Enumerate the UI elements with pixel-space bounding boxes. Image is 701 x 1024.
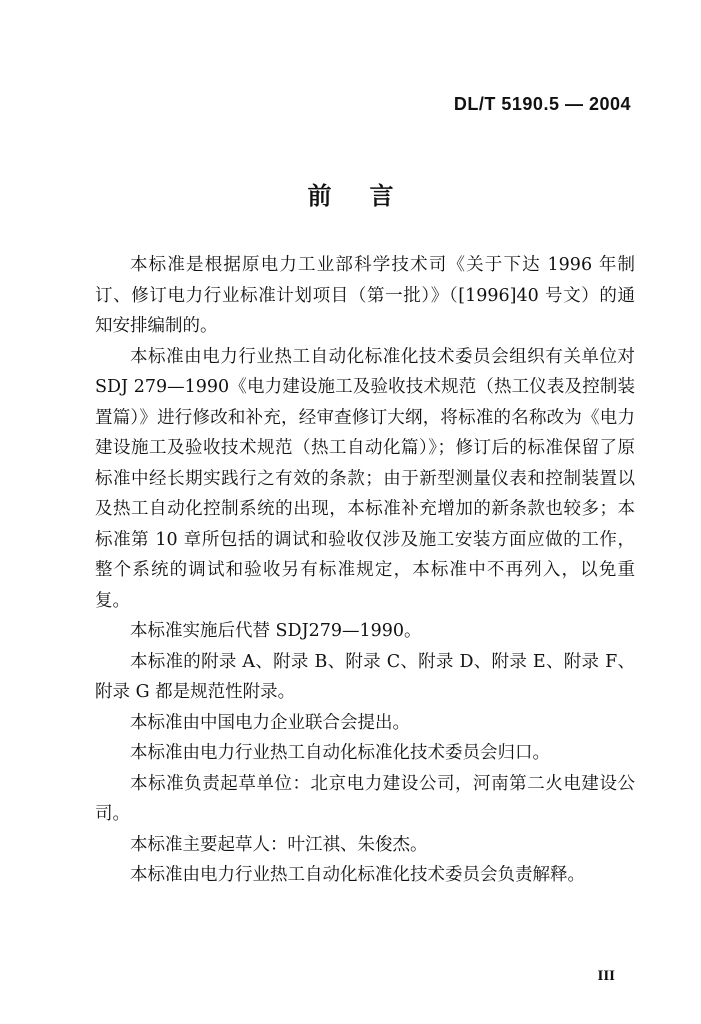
paragraph: 本标准是根据原电力工业部科学技术司《关于下达 1996 年制订、修订电力行业标准计划项目（第一批）》（[1996]40 号文）的通知安排编制的。 bbox=[95, 255, 635, 336]
page-title: 前言 bbox=[307, 182, 432, 210]
page-number: III bbox=[597, 968, 615, 984]
paragraph: 本标准负责起草单位：北京电力建设公司，河南第二火电建设公司。 bbox=[95, 773, 635, 824]
paragraph: 本标准由电力行业热工自动化标准化技术委员会负责解释。 bbox=[130, 865, 585, 885]
paragraph: 本标准由电力行业热工自动化标准化技术委员会归口。 bbox=[130, 743, 550, 763]
paragraph: 本标准由中国电力企业联合会提出。 bbox=[130, 712, 410, 733]
standard-code: DL/T 5190.5 — 2004 bbox=[453, 94, 631, 114]
paragraph: 本标准主要起草人：叶江祺、朱俊杰。 bbox=[130, 834, 428, 855]
paragraph: 本标准由电力行业热工自动化标准化技术委员会组织有关单位对 SDJ 279—1990《电力建设施工及验收技术规范（热工仪表及控制装置篇）》进行修改和补充，经审查修订大纲，将标准的名称改为《电力建设施工及验收技术规范（热工自动化篇）》；修订后的标准保留了原标准中经长期实践行之有效的条款；由于新型测量仪表和控制装置以及热工自动化控制系统的出现，本标准补充增加的新条款也较多；本标准第 10 章所包括的调试和验收仅涉及施工安装方面应做的工作，整个系统的调试和验收另有标准规定，本标准中不再列入，以免重复。 bbox=[95, 346, 635, 611]
paragraph: 本标准实施后代替 SDJ279—1990。 bbox=[130, 621, 422, 641]
paragraph: 本标准的附录 A、附录 B、附录 C、附录 D、附录 E、附录 F、附录 G 都是规范性附录。 bbox=[95, 651, 635, 702]
foreword-body bbox=[95, 250, 635, 891]
